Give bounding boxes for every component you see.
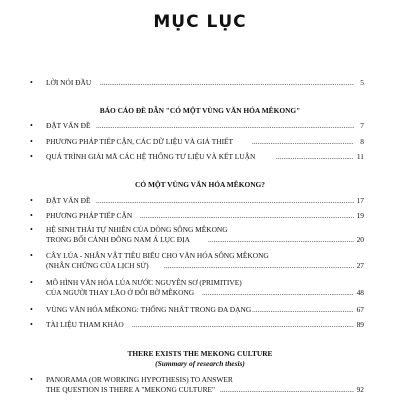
toc-entry[interactable] [30,375,364,395]
toc-entry-page: 48 [356,288,364,297]
toc-entry-text: (NHÂN CHỨNG CỦA LỊCH SỬ) [46,261,149,270]
dot-leader [202,288,354,298]
toc-entry-page: 92 [356,385,364,394]
dot-leader [252,305,354,315]
dot-leader [96,196,354,206]
toc-entry-text: HỆ SINH THÁI TỰ NHIÊN CỦA DÒNG SÔNG MÊKONG [46,225,228,234]
dot-leader [100,78,354,88]
toc-entry-text: THE QUESTION IS THERE A "MEKONG CULTURE" [46,385,216,394]
bullet-icon: • [30,251,33,260]
bullet-icon: • [30,211,33,220]
bullet-icon: • [30,78,33,87]
toc-entry[interactable] [30,225,364,245]
toc-entry-page: 17 [356,196,364,205]
toc-entry-text: VÙNG VĂN HÓA MÊKONG: THỐNG NHẤT TRONG ĐA DẠNG [46,305,252,314]
toc-entry-text: QUÁ TRÌNH GIẢI MÃ CÁC HỆ THỐNG TƯ LIỆU VÀ KẾT LUẬN [46,152,256,161]
toc-entry[interactable] [30,211,364,221]
toc-entry-text: TRONG BỐI CẢNH ĐÔNG NAM Á LỤC ĐỊA [46,235,190,244]
toc-entry-text: CỦA NGƯỜI THAY LÃO Ở ĐÔI BỜ MÊKONG [46,288,195,297]
toc-entry[interactable] [30,251,364,271]
bullet-icon: • [30,137,33,146]
dot-leader [220,385,354,395]
toc-entry-page: 89 [356,320,364,329]
section-heading: BÁO CÁO ĐỀ DẪN "CÓ MỘT VÙNG VĂN HÓA MÊKONG" [99,106,301,115]
toc-entry-text: ĐẶT VẤN ĐỀ [46,196,91,205]
section-heading: THERE EXISTS THE MEKONG CULTURE (Summary of research thesis) [0,349,400,369]
toc-entry-page: 19 [356,211,364,220]
toc-entry-text: PHƯƠNG PHÁP TIẾP CẬN [46,211,133,220]
toc-entry-page: 5 [360,78,364,87]
bullet-icon: • [30,152,33,161]
toc-entry-page: 11 [356,152,364,161]
toc-entry-text: MÔ HÌNH VĂN HÓA LÚA NƯỚC NGUYÊN SƠ (PRIMITIVE) [46,278,242,287]
dot-leader [252,137,354,147]
bullet-icon: • [30,320,33,329]
bullet-icon: • [30,121,33,130]
toc-entry[interactable] [30,121,364,131]
toc-entry[interactable] [30,152,364,162]
toc-entry-page: 7 [360,121,364,130]
toc-entry[interactable] [30,320,364,330]
dot-leader [276,152,354,162]
toc-entry-text: ĐẶT VẤN ĐỀ [46,121,91,130]
toc-entry-page: 8 [360,137,364,146]
bullet-icon: • [30,375,33,384]
toc-title: MỤC LỤC [153,12,247,32]
toc-entry-text: PANORAMA (OR WORKING HYPOTHESIS) TO ANSWER [46,375,233,384]
toc-entry[interactable] [30,196,364,206]
section-subheading: (Summary of research thesis) [155,359,245,368]
dot-leader [140,211,354,221]
bullet-icon: • [30,196,33,205]
section-heading: CÓ MỘT VÙNG VĂN HÓA MÊKONG? [135,180,265,189]
toc-entry[interactable] [30,78,364,88]
toc-entry[interactable] [30,305,364,315]
bullet-icon: • [30,225,33,234]
dot-leader [96,121,354,131]
toc-entry-text: CÂY LÚA - NHÂN VẬT TIÊU BIỂU CHO VĂN HÓA SÔNG MÊKONG [46,251,269,260]
bullet-icon: • [30,305,33,314]
toc-entry-page: 27 [356,261,364,270]
toc-entry-text: PHƯƠNG PHÁP TIẾP CẬN, CÁC DỮ LIỆU VÀ GIẢ THIẾT [46,137,234,146]
toc-entry-page: 67 [356,305,364,314]
toc-entry-page: 20 [356,235,364,244]
toc-entry-text: LỜI NÓI ĐẦU [46,78,92,87]
dot-leader [208,235,354,245]
toc-entry[interactable] [30,278,364,298]
toc-entry-text: TÀI LIỆU THAM KHẢO [46,320,124,329]
dot-leader [164,261,354,271]
bullet-icon: • [30,278,33,287]
toc-entry[interactable] [30,137,364,147]
dot-leader [132,320,354,330]
